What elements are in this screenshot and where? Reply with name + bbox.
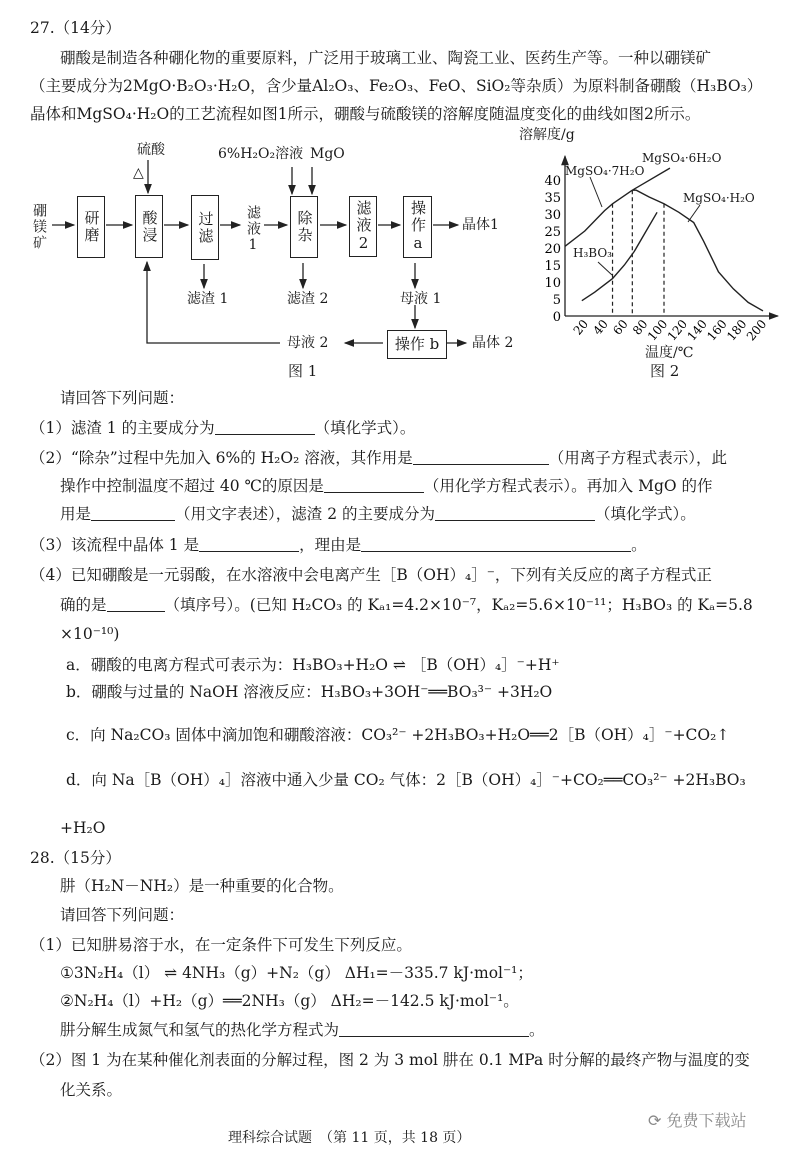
x-tick-label: 20 [570,316,592,338]
q27-part-4-line-1: （4）已知硼酸是一元弱酸，在水溶液中会电离产生［B（OH）₄］⁻，下列有关反应的离子方程式正 [30,566,712,584]
flow-filtrate-1: 滤液1 [245,205,261,255]
answer-blank[interactable] [324,476,424,493]
chart-ylabel: 溶解度/g [519,127,575,143]
x-tick-label: 180 [724,316,750,344]
q27-intro-2: （主要成分为2MgO·B₂O₃·H₂O，含少量Al₂O₃、Fe₂O₃、FeO、SiO₂等杂质）为原料制备硼酸（H₃BO₃） [30,77,763,95]
text: 用是 [60,505,92,523]
q28-part-1b [60,1020,545,1040]
q27-part-4-line-2 [60,595,753,615]
reaction-1: ①3N₂H₄（l） ⇌ 4NH₃（g）+N₂（g） ΔH₁=－335.7 kJ·mol⁻¹； [60,964,533,982]
flow-sulfuric-acid: 硫酸 [137,142,165,158]
answer-blank[interactable] [91,504,175,521]
y-tick-label: 0 [552,310,561,325]
flow-h2o2: 6%H₂O₂溶液 [218,146,304,162]
text: 。 [529,1021,545,1039]
q28-title: 28.（15分） [30,849,121,867]
answer-blank[interactable] [435,504,595,521]
flow-residue-2: 滤渣 2 [287,291,329,307]
chart-xlabel: 温度/℃ [645,345,694,361]
watermark [648,1108,747,1131]
option-c: c．向 Na₂CO₃ 固体中滴加饱和硼酸溶液：CO₃²⁻ +2H₃BO₃+H₂O══2［B（OH）₄］⁻+CO₂↑ [66,726,730,744]
q27-part-2-line-1 [30,448,727,468]
label-leader [598,262,612,275]
flow-crystal-2: 晶体 2 [472,335,514,351]
text: （填序号）。(已知 H₂CO₃ 的 Kₐ₁=4.2×10⁻⁷，Kₐ₂=5.6×10⁻¹¹；H₃BO₃ 的 Kₐ=5.8 [164,596,753,614]
q27-p1-text: （1）滤渣 1 的主要成分为 [30,419,215,437]
x-tick-label: 40 [590,316,611,338]
wechat-icon: ⟳ [648,1111,667,1130]
flow-residue-1: 滤渣 1 [187,291,229,307]
answer-blank[interactable] [413,448,549,465]
text: （2）“除杂”过程中先加入 6%的 H₂O₂ 溶液，其作用是 [30,449,413,467]
text: （用化学方程式表示）。再加入 MgO 的作 [423,477,713,495]
q27-title: 27.（14分） [30,19,121,37]
answer-blank[interactable] [107,595,165,612]
heat-icon: △ [133,165,144,181]
answer-blank[interactable] [361,535,631,552]
flow-mgo: MgO [310,146,345,162]
y-tick-label: 35 [544,191,561,206]
y-tick-label: 25 [544,225,561,240]
q27-part-2-line-2 [60,476,713,496]
flow-mother-liquor-2: 母液 2 [287,335,329,351]
flow-crystal-1: 晶体1 [462,217,499,233]
option-a: a．硼酸的电离方程式可表示为：H₃BO₃+H₂O ⇌ ［B（OH）₄］⁻+H⁺ [66,656,560,674]
reaction-2: ②N₂H₄（l）+H₂（g）══2NH₃（g） ΔH₂=－142.5 kJ·mol⁻¹。 [60,992,519,1010]
legend-mgso4-h2o: MgSO₄·H₂O [683,191,755,205]
answer-blank[interactable] [199,535,299,552]
y-tick-label: 5 [552,293,561,308]
legend-mgso4-7h2o: MgSO₄·7H₂O [565,164,645,178]
legend-mgso4-6h2o: MgSO₄·6H₂O [642,151,722,165]
x-tick-label: 140 [684,316,710,344]
chart-title: 图 2 [650,362,680,380]
x-tick-label: 200 [743,316,770,344]
label-leader [688,205,700,222]
q27-part-2-line-3 [60,504,696,524]
x-tick-label: 100 [644,316,671,344]
option-d: d．向 Na［B（OH）₄］溶液中通入少量 CO₂ 气体：2［B（OH）₄］⁻+CO₂══CO₃²⁻ +2H₃BO₃ [66,771,746,789]
text: 操作中控制温度不超过 40 ℃的原因是 [60,477,324,495]
legend-h3bo3: H₃BO₃ [573,246,612,260]
q27-part-1 [30,418,415,438]
text: 肼分解生成氮气和氢气的热化学方程式为 [60,1021,340,1039]
q27-p1-text-b: （填化学式）。 [314,419,416,437]
label-leader [590,177,602,207]
page-footer: 理科综合试题 （第 11 页，共 18 页） [228,1130,471,1146]
q27-part-4-line-3: ×10⁻¹⁰) [60,625,120,643]
text: 确的是 [60,596,107,614]
q28-prompt: 请回答下列问题： [60,906,185,924]
q27-part-3 [30,535,647,555]
x-tick-label: 120 [664,316,691,344]
q28-part-1: （1）已知肼易溶于水，在一定条件下可发生下列反应。 [30,936,412,954]
flow-box-acid-leach: 酸浸 [135,195,163,258]
text: ，理由是 [299,536,362,554]
y-tick-label: 30 [544,208,561,223]
q28-part-2-cont: 化关系。 [60,1081,123,1099]
flow-box-operation-b: 操作 b [387,330,447,359]
text: 。 [631,536,647,554]
watermark-text: 免费下载站 [666,1111,747,1130]
q27-prompt: 请回答下列问题： [60,389,185,407]
text: （用文字表述），滤渣 2 的主要成分为 [175,505,435,523]
option-d-cont: +H₂O [60,819,106,837]
x-tick-label: 60 [610,316,631,338]
y-tick-label: 15 [544,259,561,274]
q27-intro-1: 硼酸是制造各种硼化物的重要原料，广泛用于玻璃工业、陶瓷工业、医药生产等。一种以硼镁矿 [60,49,712,67]
flow-box-purify: 除杂 [290,196,318,258]
option-b: b．硼酸与过量的 NaOH 溶液反应：H₃BO₃+3OH⁻══BO₃³⁻ +3H₂O [66,683,553,701]
flow-mother-liquor-1: 母液 1 [400,291,442,307]
figure-1-caption: 图 1 [288,362,318,380]
y-tick-label: 40 [544,174,561,189]
flow-ore: 硼镁矿 [31,203,47,251]
flow-box-filtrate-2: 滤液2 [349,196,377,257]
y-tick-label: 10 [544,276,561,291]
flow-box-grind: 研磨 [77,196,105,258]
x-tick-label: 80 [629,316,651,338]
answer-blank[interactable] [339,1020,529,1037]
y-tick-label: 20 [544,242,561,257]
q28-intro: 肼（H₂N－NH₂）是一种重要的化合物。 [60,877,344,895]
q27-intro-3: 晶体和MgSO₄·H₂O的工艺流程如图1所示，硼酸与硫酸镁的溶解度随温度变化的曲线如图2所示。 [30,105,701,123]
answer-blank[interactable] [215,418,315,435]
flow-box-filter: 过滤 [191,195,219,260]
text: （用离子方程式表示），此 [548,449,727,467]
text: （填化学式）。 [594,505,696,523]
x-tick-label: 160 [704,316,730,344]
text: （3）该流程中晶体 1 是 [30,536,200,554]
q28-part-2: （2）图 1 为在某种催化剂表面的分解过程，图 2 为 3 mol 肼在 0.1 MPa 时分解的最终产物与温度的变 [30,1051,750,1069]
flow-box-operation-a: 操作a [403,196,432,258]
